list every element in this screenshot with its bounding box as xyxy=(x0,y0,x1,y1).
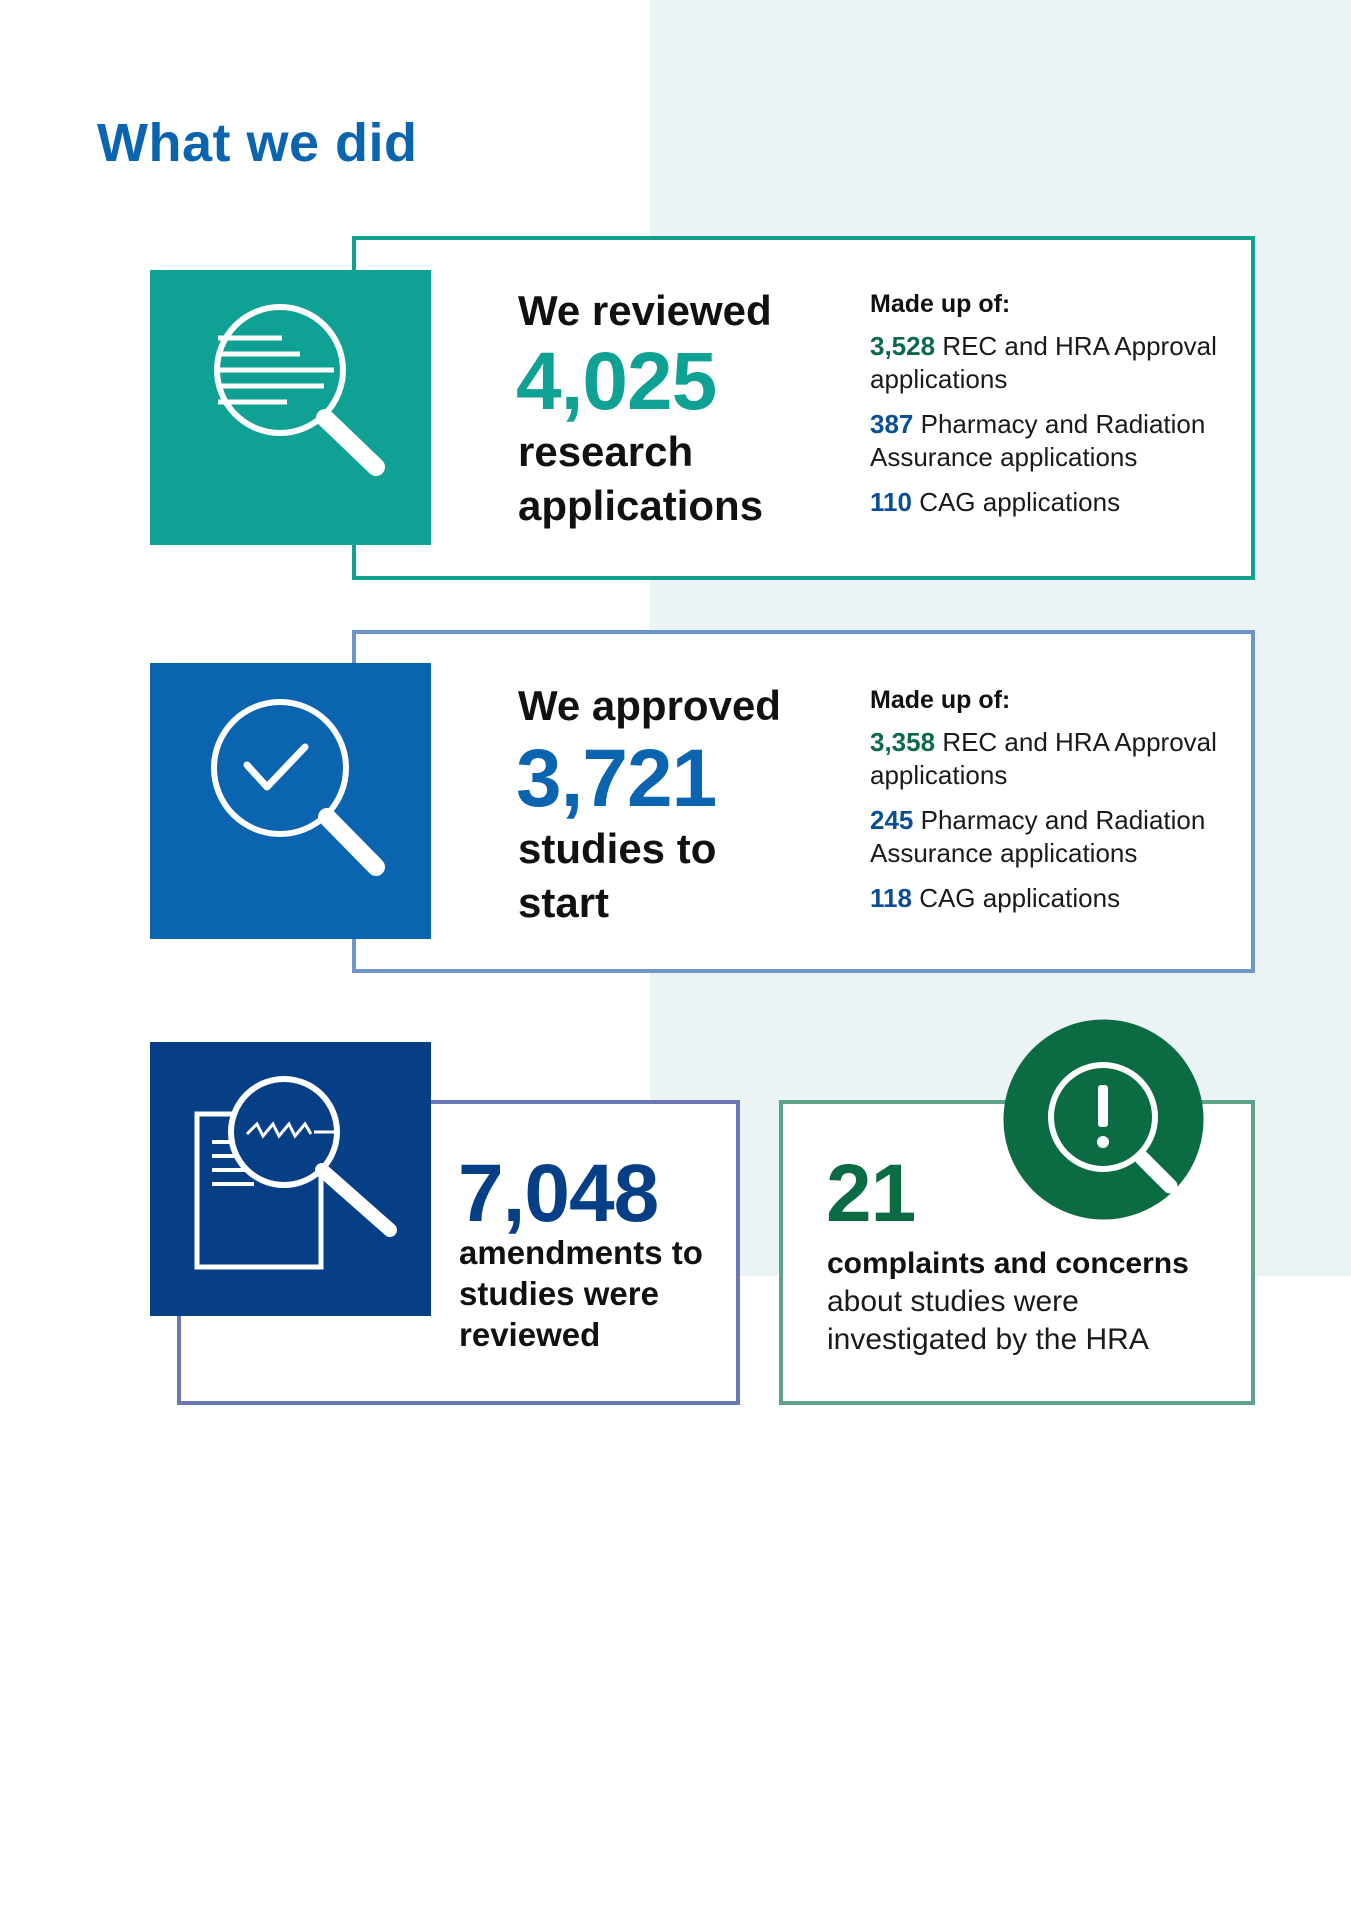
amendments-icon-box xyxy=(150,1042,431,1316)
list-item: 245 Pharmacy and Radiation Assurance applications xyxy=(870,805,1206,868)
list-item: 387 Pharmacy and Radiation Assurance applications xyxy=(870,409,1206,472)
search-check-icon xyxy=(150,663,431,939)
approved-icon-box xyxy=(150,663,431,939)
approved-breakdown-list xyxy=(870,726,1230,927)
complaints-text: about studies were investigated by the HRA xyxy=(827,1285,1149,1356)
complaints-number: 21 xyxy=(826,1148,916,1239)
search-lines-icon xyxy=(150,270,431,545)
page-title: What we did xyxy=(97,113,418,173)
list-item: 3,528 REC and HRA Approval applications xyxy=(870,331,1217,394)
reviewed-lead: We reviewed xyxy=(518,287,772,334)
amendments-number: 7,048 xyxy=(458,1148,659,1239)
approved-lead: We approved xyxy=(518,682,781,729)
amendments-text: amendments to studies were reviewed xyxy=(459,1234,703,1353)
reviewed-breakdown-list xyxy=(870,330,1230,531)
list-item: 110 CAG applications xyxy=(870,487,1121,517)
complaints-bold-text: complaints and concerns xyxy=(827,1247,1189,1280)
approved-made-up-label: Made up of: xyxy=(870,686,1011,714)
list-item: 118 CAG applications xyxy=(870,883,1121,913)
reviewed-subtitle: research applications xyxy=(518,428,764,529)
list-item: 3,358 REC and HRA Approval applications xyxy=(870,727,1217,790)
document-search-icon xyxy=(150,1042,431,1316)
approved-number: 3,721 xyxy=(516,733,717,824)
complaints-icon-box xyxy=(1002,1018,1205,1221)
reviewed-number: 4,025 xyxy=(516,336,717,427)
reviewed-icon-box xyxy=(150,270,431,545)
search-exclamation-icon xyxy=(1002,1018,1205,1221)
approved-subtitle: studies to start xyxy=(518,825,717,926)
reviewed-made-up-label: Made up of: xyxy=(870,290,1011,318)
